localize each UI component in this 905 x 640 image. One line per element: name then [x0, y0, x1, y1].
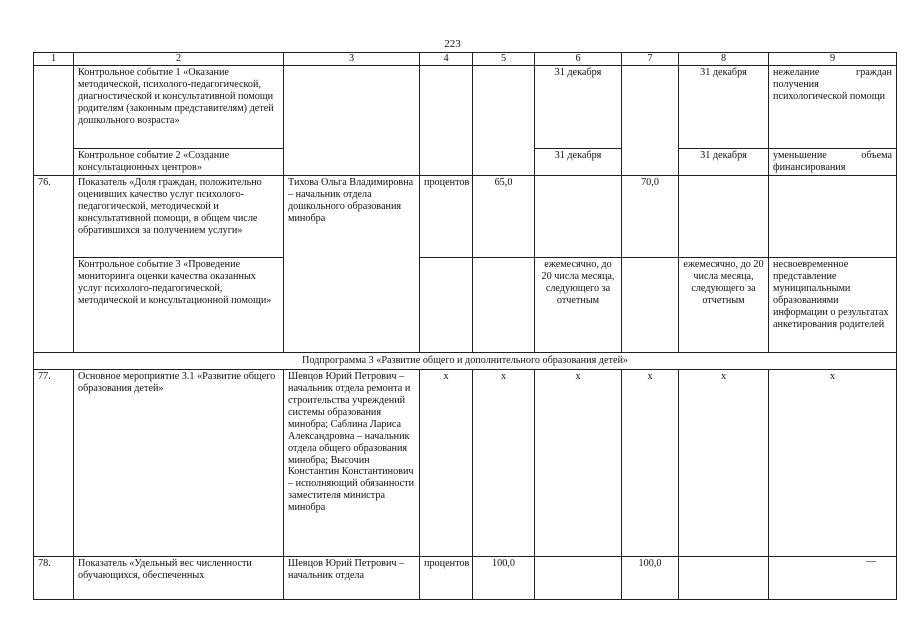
section-title: Подпрограмма 3 «Развитие общего и дополнительного образования детей»	[34, 353, 897, 370]
deadline-fact: 31 декабря	[679, 66, 769, 149]
event-name: Контрольное событие 2 «Создание консультационных центров»	[74, 149, 284, 176]
header-cell: 3	[284, 53, 420, 66]
header-row	[34, 53, 897, 66]
risk-text: несвоевременное представление муниципальными образованиями информации о результатах анкетирования родителей	[769, 258, 897, 353]
empty-cell	[473, 258, 535, 353]
empty-cell	[284, 66, 420, 176]
empty-cell	[679, 176, 769, 258]
unit-cell: процентов	[420, 176, 473, 258]
risk-text: нежелание граждан получения психологической помощи	[769, 66, 897, 149]
table-row	[34, 556, 897, 599]
responsible-person: Шевцов Юрий Петрович – начальник отдела ремонта и строительства учреждений системы образования минобра; Саблина Лариса Александровна – начальник отдела общего образования минобра; Высочин Константин Константинович – исполняющий обязанности заместителя министра минобра	[284, 369, 420, 556]
value-base: 65,0	[473, 176, 535, 258]
x-mark: х	[769, 369, 897, 556]
row-number: 78.	[34, 556, 74, 599]
empty-cell	[34, 66, 74, 176]
header-cell: 7	[622, 53, 679, 66]
event-name: Контрольное событие 1 «Оказание методической, психолого-педагогической, диагностической и консультативной помощи родителям (законным представителям) детей дошкольного возраста»	[74, 66, 284, 149]
empty-cell	[535, 176, 622, 258]
activity-name: Основное мероприятие 3.1 «Развитие общего образования детей»	[74, 369, 284, 556]
empty-cell	[622, 66, 679, 176]
header-cell: 1	[34, 53, 74, 66]
header-cell: 6	[535, 53, 622, 66]
row-number: 76.	[34, 176, 74, 353]
deadline-fact: 31 декабря	[679, 149, 769, 176]
indicator-name: Показатель «Доля граждан, положительно оценивших качество услуг психолого-педагогической, методической и консультативной помощи, в общем числе обратившихся за получением услуги»	[74, 176, 284, 258]
table-row	[34, 66, 897, 149]
empty-cell	[769, 556, 897, 599]
indicator-name: Показатель «Удельный вес численности обучающихся, обеспеченных	[74, 556, 284, 599]
header-cell: 9	[769, 53, 897, 66]
table-row	[34, 258, 897, 353]
value-base: 100,0	[473, 556, 535, 599]
risk-text: уменьшение объема финансирования	[769, 149, 897, 176]
header-cell: 4	[420, 53, 473, 66]
event-name: Контрольное событие 3 «Проведение мониторинга оценки качества оказанных услуг психолого-педагогической, методической и консультационной помощи»	[74, 258, 284, 353]
page-number: 223	[444, 38, 461, 50]
scan-mark	[866, 561, 876, 562]
empty-cell	[769, 176, 897, 258]
value-target: 100,0	[622, 556, 679, 599]
deadline-fact: ежемесячно, до 20 числа месяца, следующего за отчетным	[679, 258, 769, 353]
empty-cell	[679, 556, 769, 599]
empty-cell	[420, 66, 473, 176]
empty-cell	[535, 556, 622, 599]
responsible-person: Тихова Ольга Владимировна – начальник отдела дошкольного образования минобра	[284, 176, 420, 353]
deadline-plan: 31 декабря	[535, 149, 622, 176]
unit-cell: процентов	[420, 556, 473, 599]
row-number: 77.	[34, 369, 74, 556]
empty-cell	[473, 66, 535, 176]
empty-cell	[420, 258, 473, 353]
x-mark: х	[535, 369, 622, 556]
section-row	[34, 353, 897, 370]
x-mark: х	[473, 369, 535, 556]
responsible-person: Шевцов Юрий Петрович – начальник отдела	[284, 556, 420, 599]
header-cell: 5	[473, 53, 535, 66]
x-mark: х	[420, 369, 473, 556]
table-row	[34, 176, 897, 258]
x-mark: х	[622, 369, 679, 556]
header-cell: 8	[679, 53, 769, 66]
plan-table	[33, 52, 897, 600]
header-cell: 2	[74, 53, 284, 66]
deadline-plan: 31 декабря	[535, 66, 622, 149]
table-row	[34, 369, 897, 556]
value-target: 70,0	[622, 176, 679, 258]
empty-cell	[622, 258, 679, 353]
deadline-plan: ежемесячно, до 20 числа месяца, следующего за отчетным	[535, 258, 622, 353]
x-mark: х	[679, 369, 769, 556]
